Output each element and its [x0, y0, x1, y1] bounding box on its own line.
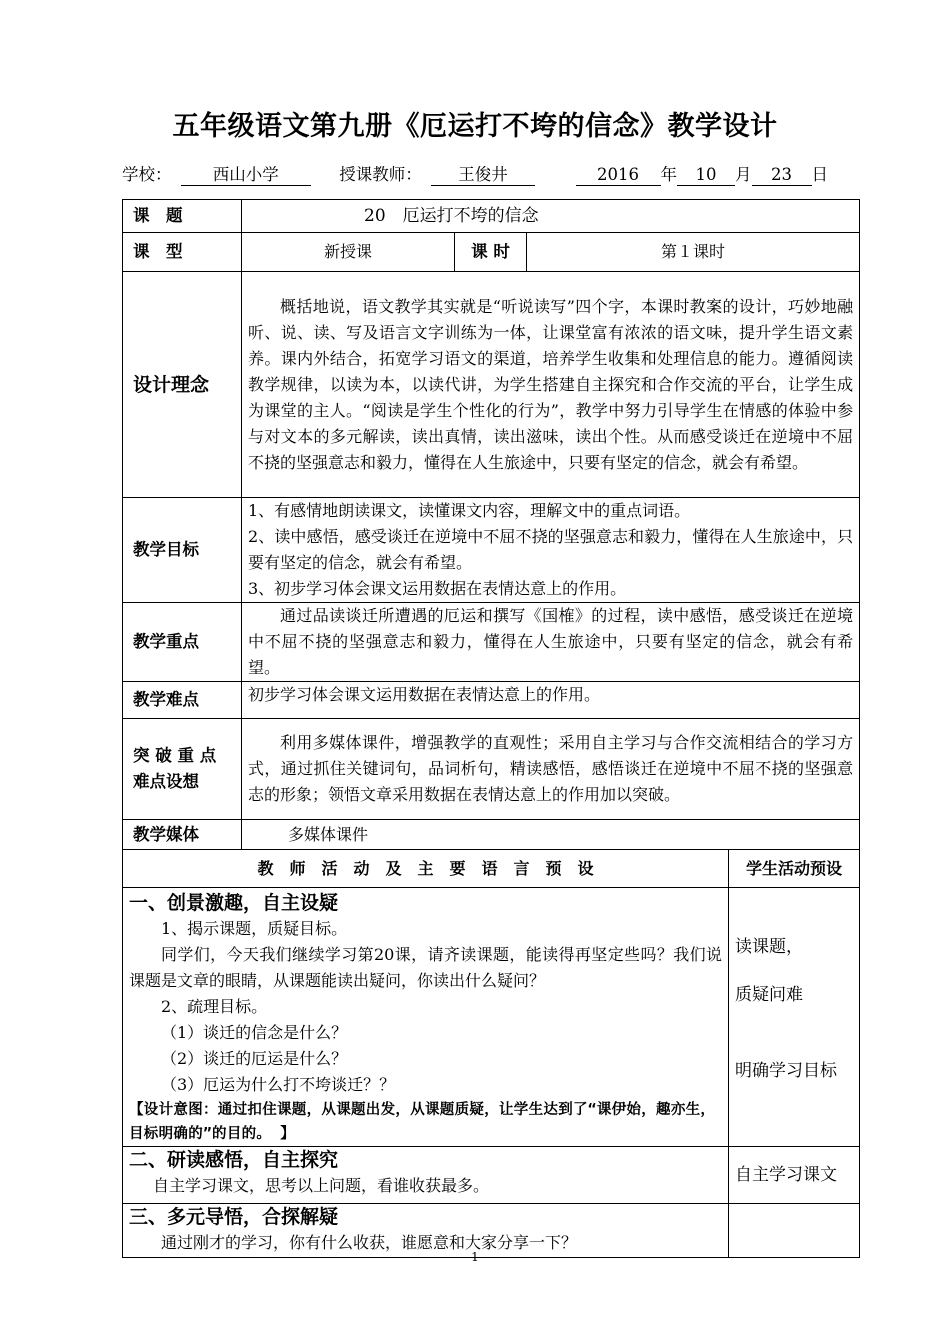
- topic-value: 20 厄运打不垮的信念: [242, 200, 860, 233]
- row-focus: [123, 603, 860, 682]
- month-unit: 月: [735, 165, 752, 184]
- section-1-line: 同学们，今天我们继续学习第20课，请齐读课题，能读得再坚定些吗？我们说课题是文章的眼睛，从课题能读出疑问，你读出什么疑问？: [129, 945, 722, 990]
- student-activities-header: 学生活动预设: [729, 850, 860, 888]
- student-activity: 质疑问难: [735, 985, 803, 1005]
- section-1-title: 一、创景激趣，自主设疑: [129, 892, 339, 914]
- year-value: 2016: [576, 165, 661, 186]
- period-label: 课 时: [455, 233, 527, 272]
- teacher-label: 授课教师：: [339, 165, 422, 184]
- section-1-line: 1、揭示课题，质疑目标。: [161, 919, 348, 938]
- teacher-activities-header: 教 师 活 动 及 主 要 语 言 预 设: [123, 850, 729, 888]
- design-intent: 【设计意图：通过扣住课题，从课题出发，从课题质疑，让学生达到了“课伊始，趣亦生，目标明确的”的目的。 】: [129, 1102, 716, 1142]
- row-media: [123, 820, 860, 850]
- difficulty-text: 初步学习体会课文运用数据在表情达意上的作用。: [242, 682, 860, 719]
- question-item: （1）谈迁的信念是什么？: [161, 1023, 348, 1042]
- section-3-title: 三、多元导悟，合探解疑: [129, 1206, 339, 1228]
- section-2-student: 自主学习课文: [729, 1147, 860, 1204]
- breakthrough-label: [123, 719, 242, 820]
- breakthrough-text: 利用多媒体课件，增强教学的直观性；采用自主学习与合作交流相结合的学习方式，通过抓住关键词句，品词析句，精读感悟，感悟谈迁在逆境中不屈不挠的坚强意志的形象；领悟文章采用数据在表情达意上的作用加以突破。: [242, 719, 860, 820]
- section-1-line: 2、疏理目标。: [161, 997, 268, 1016]
- row-difficulty: [123, 682, 860, 719]
- period-value: 第１课时: [527, 233, 860, 272]
- section-2-row: [123, 1147, 860, 1204]
- focus-label: 教学重点: [123, 603, 242, 682]
- question-item: （3）厄运为什么打不垮谈迁？？: [161, 1075, 396, 1094]
- media-label: 教学媒体: [123, 820, 242, 850]
- row-type: [123, 233, 860, 272]
- focus-text: 通过品读谈迁所遭遇的厄运和撰写《国榷》的过程，读中感悟，感受谈迁在逆境中不屈不挠的坚强意志和毅力，懂得在人生旅途中，只要有坚定的信念，就会有希望。: [242, 603, 860, 682]
- row-topic: [123, 200, 860, 233]
- day-unit: 日: [811, 165, 828, 184]
- goal-item: 2、读中感悟，感受谈迁在逆境中不屈不挠的坚强意志和毅力，懂得在人生旅途中，只要有坚定的信念，就会有希望。: [248, 527, 854, 572]
- meta-line: [122, 161, 862, 186]
- goals-cell: [242, 498, 860, 603]
- section-1-teacher: [123, 888, 729, 1147]
- row-concept: [123, 272, 860, 498]
- breakthrough-label-line2: 难点设想: [133, 772, 199, 791]
- section-2-teacher: [123, 1147, 729, 1204]
- type-label: 课 型: [123, 233, 242, 272]
- document-title: 五年级语文第九册《厄运打不垮的信念》教学设计: [172, 111, 778, 142]
- school-label: 学校：: [122, 165, 172, 184]
- row-breakthrough: [123, 719, 860, 820]
- difficulty-label: 教学难点: [123, 682, 242, 719]
- type-value: 新授课: [242, 233, 455, 272]
- month-value: 10: [677, 165, 735, 186]
- goal-item: 1、有感情地朗读课文，读懂课文内容，理解文中的重点词语。: [248, 501, 691, 520]
- goal-item: 3、初步学习体会课文运用数据在表情达意上的作用。: [248, 579, 627, 598]
- page-number: 1: [471, 1250, 479, 1264]
- section-3-line: 通过刚才的学习，你有什么收获，谁愿意和大家分享一下？: [161, 1233, 578, 1252]
- media-value: 多媒体课件: [242, 820, 860, 850]
- teacher-value: 王俊井: [431, 165, 535, 186]
- section-1-student: [729, 888, 860, 1147]
- year-unit: 年: [660, 165, 677, 184]
- student-activity: 明确学习目标: [735, 1061, 837, 1081]
- lesson-plan-table: [122, 199, 860, 1258]
- day-value: 23: [752, 165, 812, 186]
- question-item: （2）谈迁的厄运是什么？: [161, 1049, 348, 1068]
- section-1-row: [123, 888, 860, 1147]
- breakthrough-label-line1: 突 破 重 点: [133, 746, 217, 765]
- section-2-line: 自主学习课文，思考以上问题，看谁收获最多。: [153, 1176, 490, 1195]
- concept-label: 设计理念: [123, 272, 242, 498]
- activities-header-row: [123, 850, 860, 888]
- school-value: 西山小学: [181, 165, 311, 186]
- row-goals: [123, 498, 860, 603]
- concept-text: 概括地说，语文教学其实就是“听说读写”四个字，本课时教案的设计，巧妙地融听、说、读、写及语言文字训练为一体，让课堂富有浓浓的语文味，提升学生语文素养。课内外结合，拓宽学习语文的渠道，培养学生收集和处理信息的能力。遵循阅读教学规律，以读为本，以读代讲，为学生搭建自主探究和合作交流的平台，让学生成为课堂的主人。“阅读是学生个性化的行为”，教学中努力引导学生在情感的体验中参与对文本的多元解读，读出真情，读出滋味，读出个性。从而感受谈迁在逆境中不屈不挠的坚强意志和毅力，懂得在人生旅途中，只要有坚定的信念，就会有希望。: [242, 272, 860, 498]
- student-activity: 读课题，: [735, 937, 803, 957]
- topic-label: 课 题: [123, 200, 242, 233]
- section-2-title: 二、研读感悟，自主探究: [129, 1149, 339, 1171]
- goals-label: 教学目标: [123, 498, 242, 603]
